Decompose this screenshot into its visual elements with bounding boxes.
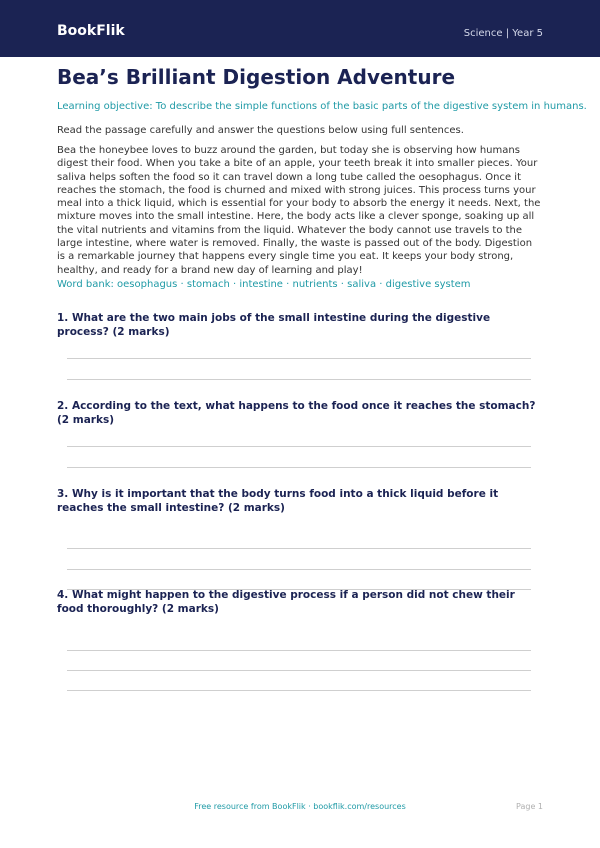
word-bank: Word bank: oesophagus · stomach · intestine · nutrients · saliva · digestive system	[57, 279, 471, 290]
answer-line[interactable]	[67, 670, 531, 671]
answer-line[interactable]	[67, 650, 531, 651]
question-4: 4. What might happen to the digestive process if a person did not chew their food thoroughly? (2 marks)	[57, 589, 515, 615]
question-3: 3. Why is it important that the body turns food into a thick liquid before it reaches the small intestine? (2 marks)	[57, 488, 499, 514]
answer-line[interactable]	[67, 569, 531, 570]
answer-line[interactable]	[67, 358, 531, 359]
answer-line[interactable]	[67, 379, 531, 380]
question-2: 2. According to the text, what happens to the food once it reaches the stomach? (2 marks)	[57, 400, 536, 426]
answer-line[interactable]	[67, 548, 531, 549]
question-1: 1. What are the two main jobs of the small intestine during the digestive process? (2 marks)	[57, 312, 491, 338]
answer-line[interactable]	[67, 446, 531, 447]
learning-objective: Learning objective: To describe the simple functions of the basic parts of the digestive system in humans.	[57, 101, 587, 112]
subject-year-label: Science | Year 5	[463, 28, 543, 39]
answer-line[interactable]	[67, 690, 531, 691]
page-number: Page 1	[516, 802, 543, 811]
page-header	[0, 0, 600, 57]
reading-passage: Bea the honeybee loves to buzz around the garden, but today she is observing how humans digest their food. When you take a bite of an apple, your teeth break it into smaller pieces. Your saliva helps soften the food so it can travel down a long tube called the oesophagus. Once it reaches the stomach, the food is churned and mixed with strong juices. This process turns your meal into a thick liquid, which is essential for your body to absorb the energy it needs. Next, the mixture moves into the small intestine. Here, the body acts like a clever sponge, soaking up all the vital nutrients and vitamins from the liquid. Whatever the body cannot use travels to the large intestine, where water is removed. Finally, the waste is passed out of the body. Digestion is a remarkable journey that happens every single time you eat. It keeps your body strong, healthy, and ready for a brand new day of learning and play!	[57, 145, 541, 276]
instruction-text: Read the passage carefully and answer the questions below using full sentences.	[57, 125, 464, 136]
brand-logo[interactable]: BookFlik	[57, 23, 125, 39]
footer-link[interactable]: Free resource from BookFlik · bookflik.com/resources	[194, 802, 406, 811]
worksheet-title: Bea’s Brilliant Digestion Adventure	[57, 65, 456, 89]
answer-line[interactable]	[67, 467, 531, 468]
